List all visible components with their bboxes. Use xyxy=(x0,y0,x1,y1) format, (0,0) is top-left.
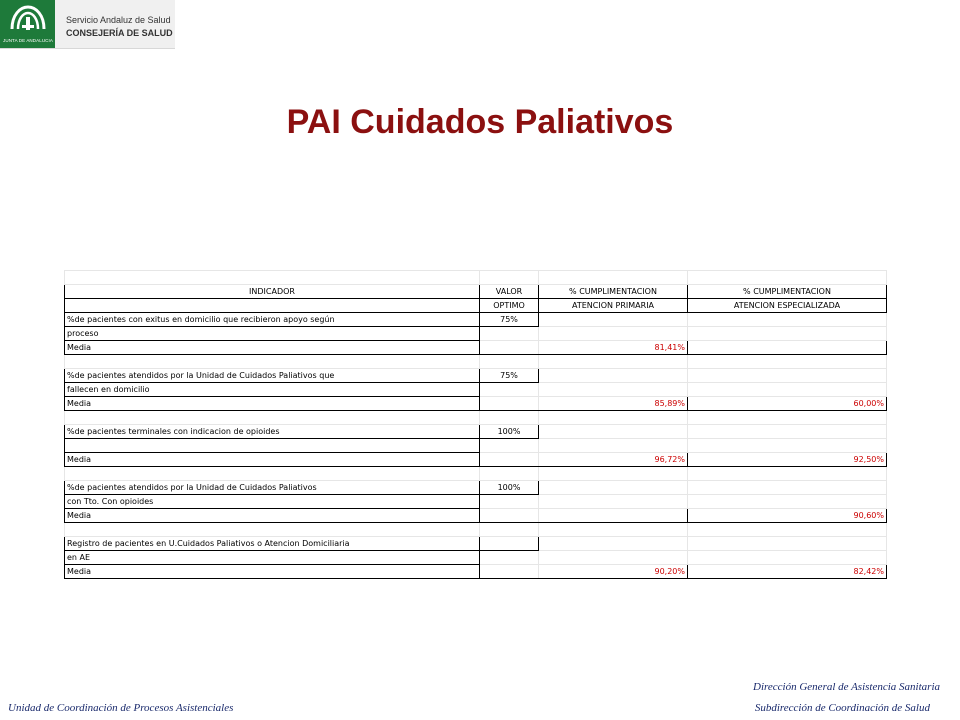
indicator-row xyxy=(65,551,887,565)
indicator-name-continued: proceso xyxy=(65,327,480,341)
empty-cell xyxy=(480,271,539,285)
empty-cell xyxy=(480,523,539,537)
media-row xyxy=(65,341,887,355)
header-row xyxy=(65,299,887,313)
empty-cell xyxy=(688,439,887,453)
empty-cell xyxy=(539,271,688,285)
indicator-row xyxy=(65,327,887,341)
empty-cell xyxy=(480,327,539,341)
header-cell: VALOR xyxy=(480,285,539,299)
indicator-row xyxy=(65,481,887,495)
media-label: Media xyxy=(65,565,480,579)
ap-value xyxy=(539,509,688,523)
spacer-row xyxy=(65,271,887,285)
empty-cell xyxy=(65,411,480,425)
empty-cell xyxy=(539,495,688,509)
ae-value: 60,00% xyxy=(688,397,887,411)
empty-cell xyxy=(539,425,688,439)
header-cell: % CUMPLIMENTACION xyxy=(539,285,688,299)
ae-value xyxy=(688,341,887,355)
empty-cell xyxy=(688,537,887,551)
indicator-name: Registro de pacientes en U.Cuidados Paliativos o Atencion Domiciliaria xyxy=(65,537,480,551)
empty-cell xyxy=(65,355,480,369)
optimo-value: 100% xyxy=(480,481,539,495)
media-label: Media xyxy=(65,397,480,411)
empty-cell xyxy=(539,411,688,425)
ae-value: 82,42% xyxy=(688,565,887,579)
media-label: Media xyxy=(65,341,480,355)
header-row xyxy=(65,285,887,299)
empty-cell xyxy=(688,271,887,285)
empty-cell xyxy=(688,383,887,397)
empty-cell xyxy=(480,411,539,425)
empty-cell xyxy=(688,425,887,439)
spacer-row xyxy=(65,467,887,481)
empty-cell xyxy=(539,327,688,341)
org-name-line2: CONSEJERÍA DE SALUD xyxy=(66,28,173,38)
optimo-value: 75% xyxy=(480,313,539,327)
footer-subdirection: Subdirección de Coordinación de Salud xyxy=(754,702,930,714)
header-cell: ATENCION PRIMARIA xyxy=(539,299,688,313)
spacer-row xyxy=(65,355,887,369)
org-name-line1: Servicio Andaluz de Salud xyxy=(66,15,171,25)
media-row xyxy=(65,509,887,523)
media-row xyxy=(65,565,887,579)
ae-value: 90,60% xyxy=(688,509,887,523)
header-cell xyxy=(65,299,480,313)
logo-header xyxy=(0,0,175,49)
header-cell: OPTIMO xyxy=(480,299,539,313)
junta-andalucia-logo-icon xyxy=(0,0,55,48)
indicator-row xyxy=(65,537,887,551)
indicator-name: %de pacientes con exitus en domicilio que recibieron apoyo según xyxy=(65,313,480,327)
indicator-row xyxy=(65,439,887,453)
empty-cell xyxy=(688,369,887,383)
empty-cell xyxy=(539,313,688,327)
indicator-name-continued xyxy=(65,439,480,453)
header-cell: INDICADOR xyxy=(65,285,480,299)
empty-cell xyxy=(539,369,688,383)
indicator-spreadsheet xyxy=(64,270,887,579)
empty-cell xyxy=(480,397,539,411)
empty-cell xyxy=(539,481,688,495)
empty-cell xyxy=(480,453,539,467)
indicator-row xyxy=(65,495,887,509)
ae-value: 92,50% xyxy=(688,453,887,467)
empty-cell xyxy=(480,355,539,369)
indicator-name-continued: en AE xyxy=(65,551,480,565)
empty-cell xyxy=(480,341,539,355)
empty-cell xyxy=(480,551,539,565)
empty-cell xyxy=(65,271,480,285)
logo-caption: JUNTA DE ANDALUCIA xyxy=(3,38,53,43)
indicator-row xyxy=(65,383,887,397)
optimo-value: 75% xyxy=(480,369,539,383)
media-label: Media xyxy=(65,509,480,523)
indicator-name-continued: fallecen en domicilio xyxy=(65,383,480,397)
spacer-row xyxy=(65,411,887,425)
empty-cell xyxy=(688,327,887,341)
indicator-name: %de pacientes terminales con indicacion de opioides xyxy=(65,425,480,439)
empty-cell xyxy=(480,565,539,579)
empty-cell xyxy=(480,509,539,523)
footer-direction: Dirección General de Asistencia Sanitaria xyxy=(753,681,940,693)
empty-cell xyxy=(539,439,688,453)
empty-cell xyxy=(480,467,539,481)
empty-cell xyxy=(688,355,887,369)
media-label: Media xyxy=(65,453,480,467)
empty-cell xyxy=(539,383,688,397)
ap-value: 90,20% xyxy=(539,565,688,579)
empty-cell xyxy=(688,313,887,327)
indicator-name-continued: con Tto. Con opioides xyxy=(65,495,480,509)
header-cell: % CUMPLIMENTACION xyxy=(688,285,887,299)
indicator-name: %de pacientes atendidos por la Unidad de Cuidados Paliativos xyxy=(65,481,480,495)
indicator-row xyxy=(65,425,887,439)
indicator-table xyxy=(64,270,887,579)
footer-unit: Unidad de Coordinación de Procesos Asistenciales xyxy=(8,702,234,714)
indicator-name: %de pacientes atendidos por la Unidad de Cuidados Paliativos que xyxy=(65,369,480,383)
empty-cell xyxy=(539,537,688,551)
media-row xyxy=(65,397,887,411)
empty-cell xyxy=(480,495,539,509)
empty-cell xyxy=(480,383,539,397)
ap-value: 96,72% xyxy=(539,453,688,467)
empty-cell xyxy=(65,467,480,481)
indicator-row xyxy=(65,369,887,383)
empty-cell xyxy=(539,355,688,369)
empty-cell xyxy=(688,467,887,481)
empty-cell xyxy=(539,523,688,537)
ap-value: 85,89% xyxy=(539,397,688,411)
empty-cell xyxy=(480,439,539,453)
empty-cell xyxy=(688,551,887,565)
empty-cell xyxy=(688,411,887,425)
spacer-row xyxy=(65,523,887,537)
empty-cell xyxy=(688,523,887,537)
empty-cell xyxy=(688,495,887,509)
empty-cell xyxy=(539,467,688,481)
page-title: PAI Cuidados Paliativos xyxy=(286,103,674,141)
ap-value: 81,41% xyxy=(539,341,688,355)
empty-cell xyxy=(539,551,688,565)
optimo-value: 100% xyxy=(480,425,539,439)
indicator-row xyxy=(65,313,887,327)
media-row xyxy=(65,453,887,467)
empty-cell xyxy=(65,523,480,537)
header-cell: ATENCION ESPECIALIZADA xyxy=(688,299,887,313)
empty-cell xyxy=(688,481,887,495)
optimo-value xyxy=(480,537,539,551)
